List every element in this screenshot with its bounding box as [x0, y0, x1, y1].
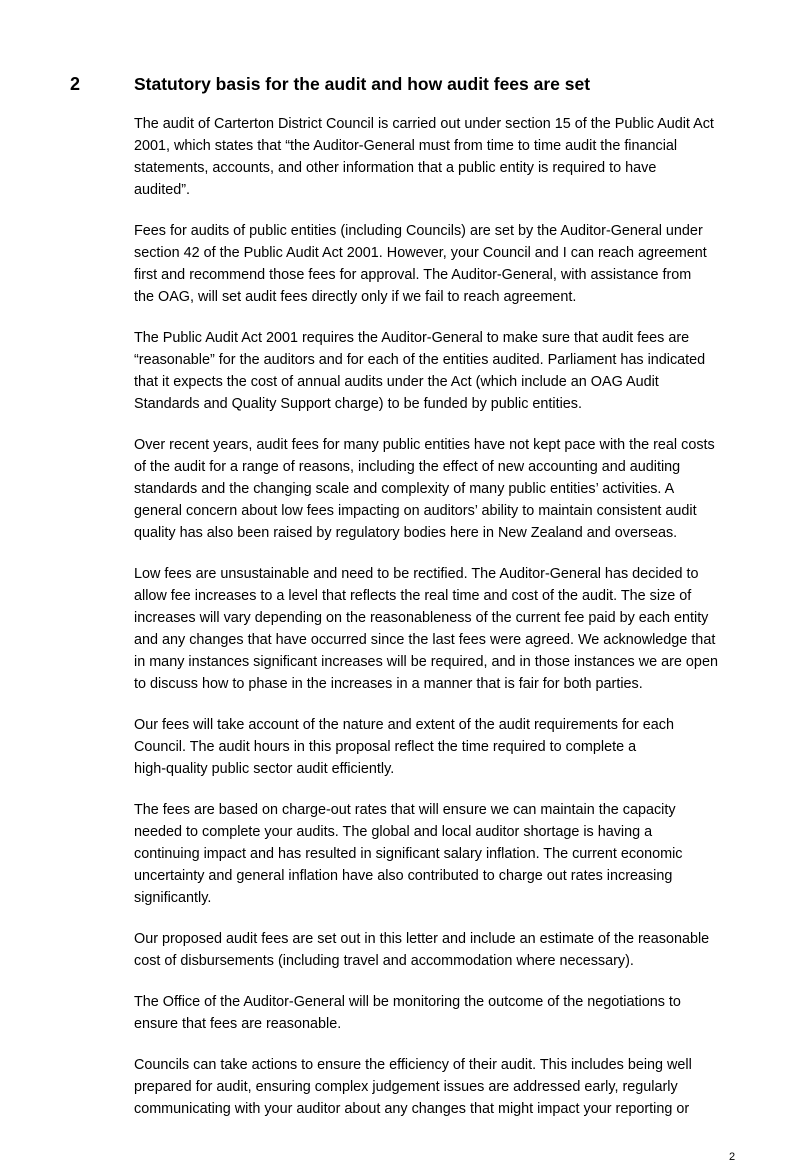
- section-title: Statutory basis for the audit and how audit fees are set: [134, 74, 591, 94]
- text-line: that it expects the cost of annual audits under the Act (which include an OAG Audit: [134, 374, 659, 390]
- paragraph-10: [134, 1054, 754, 1120]
- paragraph-7: [134, 799, 754, 909]
- text-line: Our fees will take account of the nature and extent of the audit requirements for each: [134, 717, 674, 733]
- text-line: general concern about low fees impacting on auditors’ ability to maintain consistent audit: [134, 503, 697, 519]
- text-line: the OAG, will set audit fees directly only if we fail to reach agreement.: [134, 289, 577, 305]
- paragraph-5: [134, 563, 754, 695]
- paragraph-6: [134, 714, 754, 780]
- text-line: The Public Audit Act 2001 requires the Auditor-General to make sure that audit fees are: [134, 330, 690, 346]
- paragraph-1: [134, 113, 754, 201]
- text-line: uncertainty and general inflation have also contributed to charge out rates increasing: [134, 868, 673, 884]
- text-line: high-quality public sector audit efficiently.: [134, 761, 395, 777]
- text-line: continuing impact and has resulted in significant salary inflation. The current economic: [134, 846, 683, 862]
- text-line: Our proposed audit fees are set out in this letter and include an estimate of the reasonable: [134, 931, 710, 947]
- text-line: prepared for audit, ensuring complex judgement issues are addressed early, regularly: [134, 1079, 678, 1095]
- paragraph-4: [134, 434, 754, 544]
- text-line: Low fees are unsustainable and need to be rectified. The Auditor-General has decided to: [134, 566, 699, 582]
- paragraph-9: [134, 991, 754, 1035]
- text-line: quality has also been raised by regulatory bodies here in New Zealand and overseas.: [134, 525, 678, 541]
- text-line: and any changes that have occurred since the last fees were agreed. We acknowledge that: [134, 632, 716, 648]
- text-line: “reasonable” for the auditors and for each of the entities audited. Parliament has indicated: [134, 352, 706, 368]
- text-line: of the audit for a range of reasons, including the effect of new accounting and auditing: [134, 459, 681, 475]
- text-line: Councils can take actions to ensure the efficiency of their audit. This includes being well: [134, 1057, 692, 1073]
- paragraph-3: [134, 327, 754, 415]
- section-number: 2: [70, 74, 81, 94]
- text-line: in many instances significant increases will be required, and in those instances we are open: [134, 654, 718, 670]
- text-line: audited”.: [134, 182, 191, 198]
- text-line: standards and the changing scale and complexity of many public entities’ activities. A: [134, 481, 675, 497]
- text-line: needed to complete your audits. The global and local auditor shortage is having a: [134, 824, 653, 840]
- text-line: to discuss how to phase in the increases in a manner that is fair for both parties.: [134, 676, 643, 692]
- page-number: 2: [729, 1151, 736, 1163]
- text-line: ensure that fees are reasonable.: [134, 1016, 342, 1032]
- text-line: Council. The audit hours in this proposal reflect the time required to complete a: [134, 739, 637, 755]
- paragraph-2: [134, 220, 754, 308]
- paragraph-8: [134, 928, 754, 972]
- section-body: [134, 113, 754, 1139]
- text-line: The Office of the Auditor-General will be monitoring the outcome of the negotiations to: [134, 994, 681, 1010]
- text-line: section 42 of the Public Audit Act 2001. However, your Council and I can reach agreement: [134, 245, 707, 261]
- text-line: significantly.: [134, 890, 212, 906]
- text-line: The audit of Carterton District Council is carried out under section 15 of the Public Audit Act: [134, 116, 714, 132]
- text-line: statements, accounts, and other information that a public entity is required to have: [134, 160, 657, 176]
- text-line: increases will vary depending on the reasonableness of the current fee paid by each entity: [134, 610, 709, 626]
- text-line: Fees for audits of public entities (including Councils) are set by the Auditor-General under: [134, 223, 703, 239]
- text-line: Over recent years, audit fees for many public entities have not kept pace with the real costs: [134, 437, 715, 453]
- text-line: allow fee increases to a level that reflects the real time and cost of the audit. The size of: [134, 588, 692, 604]
- text-line: The fees are based on charge-out rates that will ensure we can maintain the capacity: [134, 802, 676, 818]
- text-line: cost of disbursements (including travel and accommodation where necessary).: [134, 953, 634, 969]
- text-line: Standards and Quality Support charge) to be funded by public entities.: [134, 396, 582, 412]
- text-line: communicating with your auditor about any changes that might impact your reporting or: [134, 1101, 690, 1117]
- text-line: first and recommend those fees for approval. The Auditor-General, with assistance from: [134, 267, 692, 283]
- text-line: 2001, which states that “the Auditor-General must from time to time audit the financial: [134, 138, 678, 154]
